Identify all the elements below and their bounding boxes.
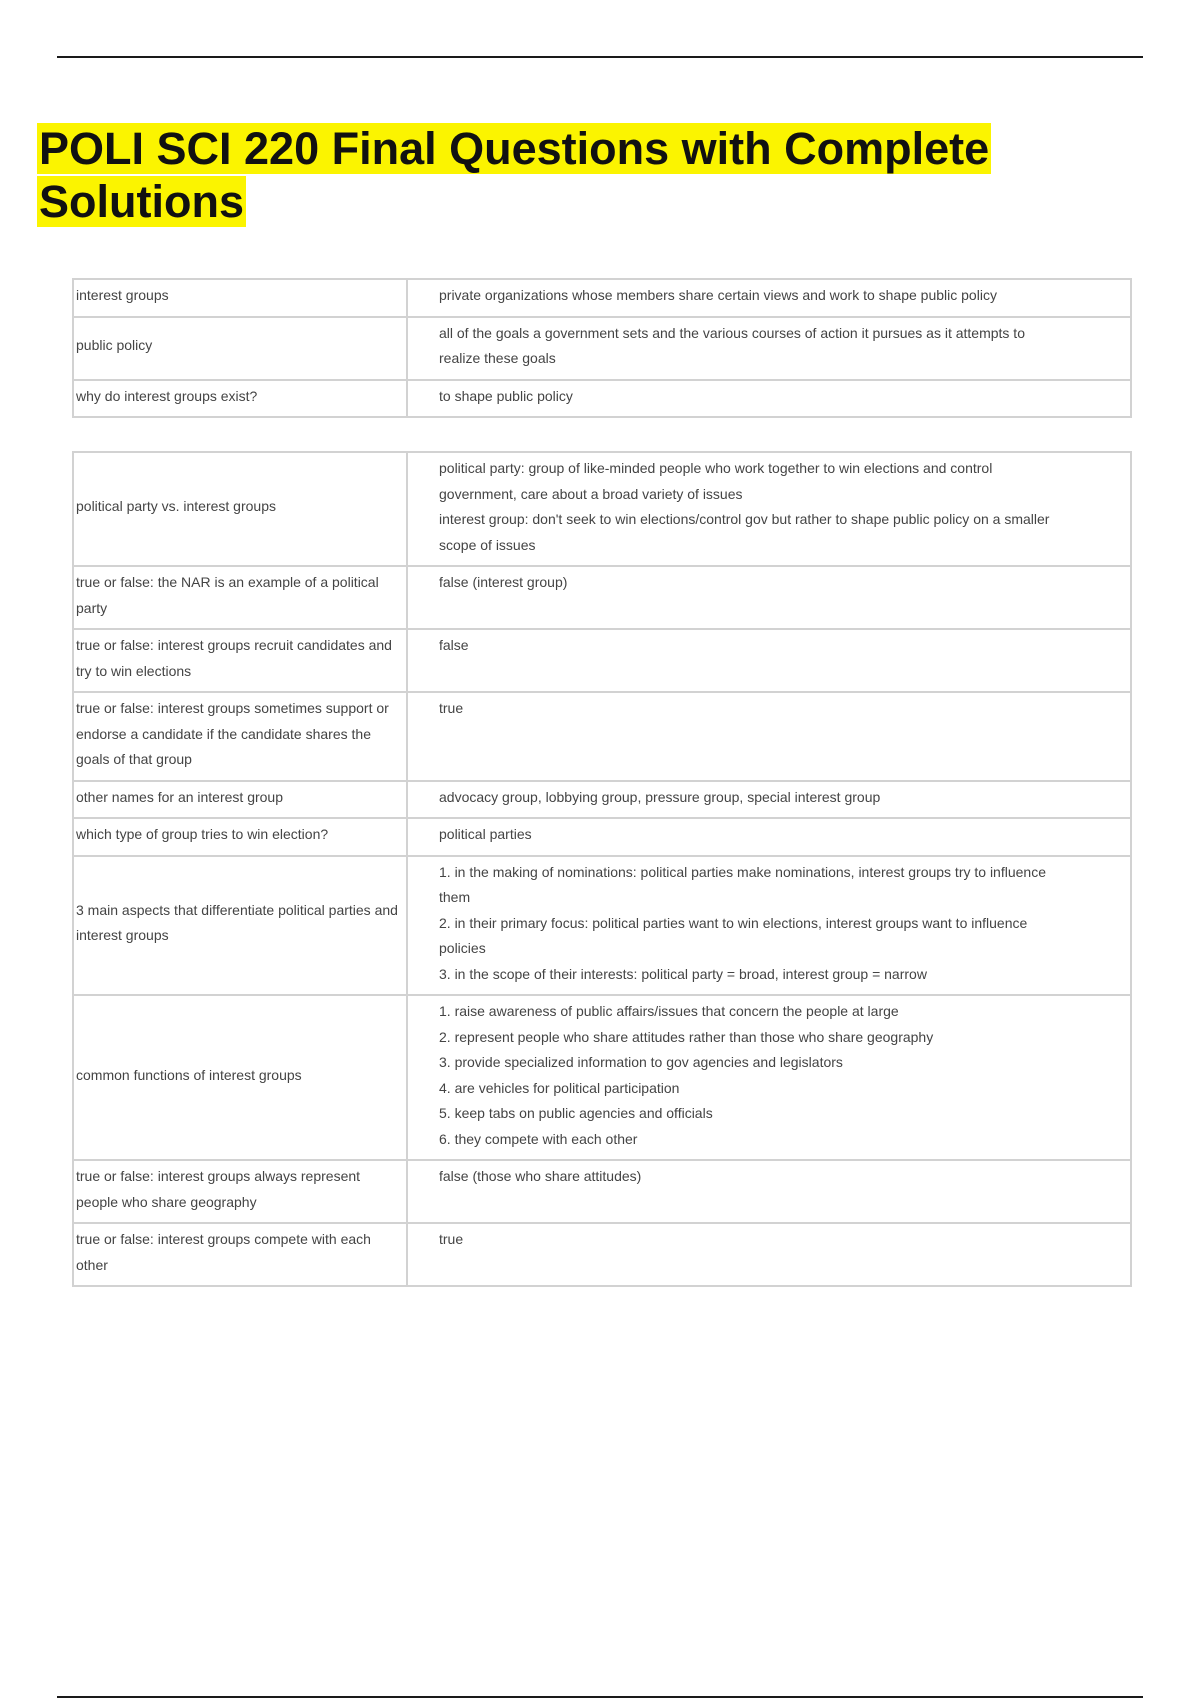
qa-row: [73, 279, 1131, 317]
definition-line: false (those who share attitudes): [439, 1168, 642, 1184]
qa-row: [73, 856, 1131, 996]
definition-line: political parties: [439, 826, 532, 842]
term-cell: 3 main aspects that differentiate political parties and interest groups: [73, 856, 407, 996]
term-cell: common functions of interest groups: [73, 995, 407, 1160]
term-cell: which type of group tries to win election?: [73, 818, 407, 856]
definition-cell: [407, 692, 1131, 781]
definition-line: interest group: don't seek to win elections/control gov but rather to shape public policy on a smaller scope of issues: [439, 511, 1050, 553]
definition-line: true: [439, 1231, 464, 1247]
qa-row: [73, 317, 1131, 380]
term-cell: other names for an interest group: [73, 781, 407, 819]
definition-line: 1. in the making of nominations: political parties make nominations, interest groups try to influence them: [439, 863, 1046, 905]
definition-cell: [407, 452, 1131, 566]
definition-line: to shape public policy: [439, 387, 573, 404]
definition-line: 3. in the scope of their interests: political party = broad, interest group = narrow: [439, 965, 927, 982]
definition-line: 3. provide specialized information to gov agencies and legislators: [439, 1054, 843, 1070]
term-cell: interest groups: [73, 279, 407, 317]
definition-cell: [407, 995, 1131, 1160]
definition-line: false (interest group): [439, 574, 568, 590]
term-cell: true or false: interest groups sometimes support or endorse a candidate if the candidate shares the goals of that group: [73, 692, 407, 781]
definition-cell: [407, 629, 1131, 692]
definition-line: 5. keep tabs on public agencies and officials: [439, 1105, 713, 1121]
page-title-text: POLI SCI 220 Final Questions with Complete Solutions: [39, 123, 990, 227]
term-cell: public policy: [73, 317, 407, 380]
definition-cell: [407, 279, 1131, 317]
definition-line: advocacy group, lobbying group, pressure group, special interest group: [439, 788, 881, 805]
qa-table-1: [72, 278, 1132, 418]
definition-line: 6. they compete with each other: [439, 1130, 638, 1147]
definition-line: all of the goals a government sets and the various courses of action it pursues as it attempts to realize these goals: [439, 324, 1025, 366]
qa-row: [73, 629, 1131, 692]
page-title: [37, 122, 1117, 228]
term-cell: political party vs. interest groups: [73, 452, 407, 566]
qa-row: [73, 818, 1131, 856]
definition-line: 2. represent people who share attitudes rather than those who share geography: [439, 1028, 934, 1045]
definition-cell: [407, 317, 1131, 380]
qa-row: [73, 692, 1131, 781]
qa-table-1-body: [73, 279, 1131, 417]
definition-cell: [407, 566, 1131, 629]
definition-cell: [407, 1223, 1131, 1286]
definition-line: false: [439, 637, 469, 653]
term-cell: true or false: interest groups recruit candidates and try to win elections: [73, 629, 407, 692]
definition-line: 4. are vehicles for political participation: [439, 1079, 680, 1096]
bottom-rule: [57, 1696, 1143, 1698]
definition-line: 2. in their primary focus: political parties want to win elections, interest groups want to influence policies: [439, 914, 1028, 956]
term-cell: true or false: interest groups compete with each other: [73, 1223, 407, 1286]
term-cell: true or false: interest groups always represent people who share geography: [73, 1160, 407, 1223]
definition-cell: [407, 818, 1131, 856]
qa-row: [73, 1160, 1131, 1223]
qa-row: [73, 1223, 1131, 1286]
qa-row: [73, 380, 1131, 418]
qa-row: [73, 566, 1131, 629]
qa-table-2-body: [73, 452, 1131, 1286]
definition-cell: [407, 781, 1131, 819]
definition-cell: [407, 1160, 1131, 1223]
definition-line: 1. raise awareness of public affairs/issues that concern the people at large: [439, 1003, 899, 1019]
definition-line: private organizations whose members share certain views and work to shape public policy: [439, 287, 997, 303]
definition-line: political party: group of like-minded people who work together to win elections and control government, care about a broad variety of issues: [439, 460, 993, 502]
definition-line: true: [439, 700, 464, 716]
term-cell: true or false: the NAR is an example of a political party: [73, 566, 407, 629]
term-cell: why do interest groups exist?: [73, 380, 407, 418]
definition-cell: [407, 380, 1131, 418]
qa-row: [73, 452, 1131, 566]
qa-table-2: [72, 451, 1132, 1287]
definition-cell: [407, 856, 1131, 996]
top-rule: [57, 56, 1143, 58]
qa-row: [73, 781, 1131, 819]
qa-row: [73, 995, 1131, 1160]
